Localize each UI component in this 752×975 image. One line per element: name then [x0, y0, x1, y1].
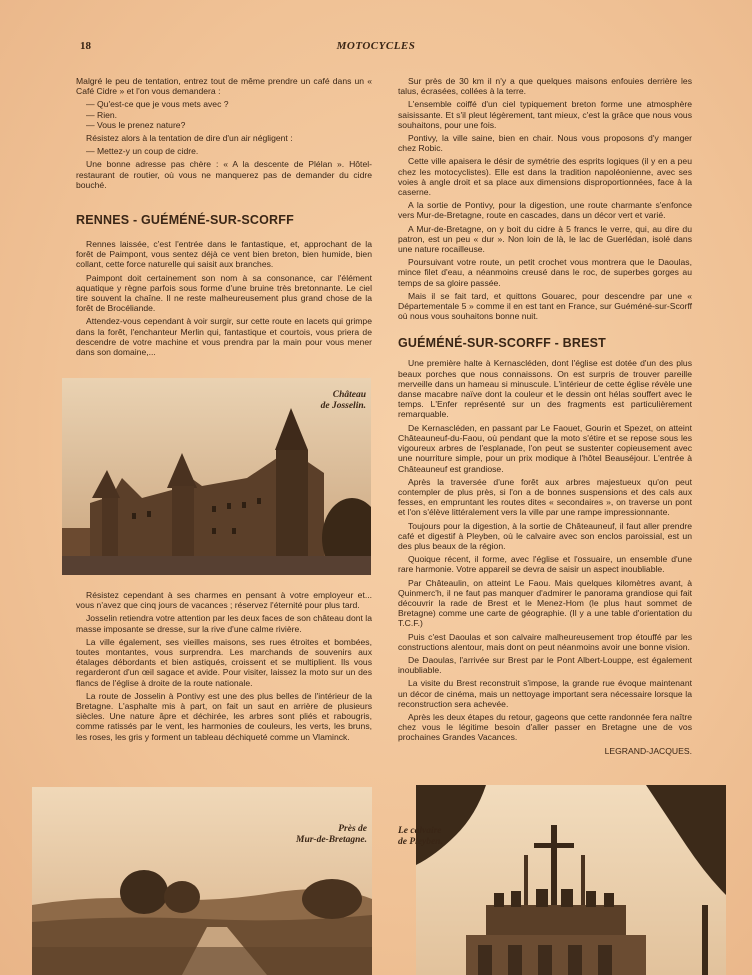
paragraph: Après les deux étapes du retour, gageons que cette randonnée fera naître chez vous le légitime besoin d'aller passer en Bretagne une de vos prochaines Grandes Vacances.: [398, 711, 692, 743]
left-column-bottom: [76, 590, 372, 745]
left-column-top: [76, 76, 372, 360]
right-column: [398, 76, 692, 756]
landscape-photo-caption: Près de Mur-de-Bretagne.: [296, 824, 367, 845]
paragraph: A Mur-de-Bretagne, on y boit du cidre à 5 francs le verre, qui, au dire du patron, est un peu « dur ». Non loin de là, le lac de Guerlédan, isolé dans une nature rocailleuse.: [398, 223, 692, 255]
calvary-photo-caption: Le calvaire de Pleyben.: [398, 826, 443, 847]
paragraph: La visite du Brest reconstruit s'impose, la grande rue évoque maintenant un décor de cinéma, mais un nettoyage important sera nécessaire lorsque la reconstruction sera achevée.: [398, 678, 692, 709]
calvary-photo: [416, 785, 726, 975]
paragraph: Par Châteaulin, on atteint Le Faou. Mais quelques kilomètres avant, à Quinmerc'h, il ne faut pas manquer d'admirer le panorama grandiose qui fait découvrir la rade de Brest et le Menez-Hom (le plus haut sommet de Bretagne) comme une carte de géographie. (Il y a une table d'orientation du T.C.F.): [398, 577, 692, 629]
paragraph: L'ensemble coiffé d'un ciel typiquement breton forme une atmosphère saisissante. Et s'il pleut légèrement, tant mieux, c'est la grâce que nous vous souhaitons, pour une fois.: [398, 99, 692, 130]
paragraph: La route de Josselin à Pontivy est une des plus belles de l'intérieur de la Bretagne. L'asphalte mis à part, on fait un saut en arrière de plusieurs siècles. Une nature âpre et déchirée, les arbres sont pliés et rabougris, comme ratissés par le vent, les harmonies de couleurs, les verts, les bruns, les roses, les gris y forment un tableau déchiqueté comme un Vlaminck.: [76, 690, 372, 742]
paragraph: Puis c'est Daoulas et son calvaire malheureusement trop étouffé par les constructions alentour, mais dont on peut néanmoins avoir une bonne vision.: [398, 631, 692, 652]
paragraph: Paimpont doit certainement son nom à sa consonance, car l'élément aquatique y règne parfois sous forme d'une bruine très bretonnante. Le ciel tire souvent la chaîne. Il ne reste malheureusement plus grand chose de la forêt de Brocéliande.: [76, 272, 372, 314]
dialogue-line: — Rien.: [86, 109, 118, 120]
section-heading: RENNES - GUÉMÉNÉ-SUR-SCORFF: [76, 213, 294, 228]
paragraph: Josselin retiendra votre attention par les deux faces de son château dont la masse imposante se dresse, sur la rive d'une calme rivière.: [76, 613, 372, 634]
paragraph: La ville également, ses vieilles maisons, ses rues étroites et bombées, toutes montantes, vous surprendra. Les marchands de souvenirs aux étalages débordants et bien astiqués, croissent et se multiplient. Ils vous regarderont d'un œil sagace et avide. Pour visiter, laissez la moto sur un des flancs de l'église à droite de la route nationale.: [76, 636, 372, 688]
chateau-photo-caption: Château de Josselin.: [320, 390, 366, 411]
paragraph: Pontivy, la ville saine, bien en chair. Nous vous proposons d'y manger chez Robic.: [398, 133, 692, 154]
paragraph: A la sortie de Pontivy, pour la digestion, une route charmante s'enfonce vers Mur-de-Bretagne, route en cascades, dans un décor vert et varié.: [398, 200, 692, 221]
paragraph: Résistez cependant à ses charmes en pensant à votre employeur et... vous n'avez que cinq jours de vacances ; réservez l'éternité pour plus tard.: [76, 590, 372, 611]
running-title: MOTOCYCLES: [336, 40, 416, 52]
paragraph: Mais il se fait tard, et quittons Gouarec, pour descendre par une « Départementale 5 » comme il en est tant en France, sur Guéméné-sur-Scorff où nous vous souhaitons bonne nuit.: [398, 290, 692, 322]
paragraph: Une première halte à Kernascléden, dont l'église est dotée d'un des plus beaux porches que nous connaissons. On est surpris de trouver pareille merveille dans un hameau si minuscule. L'intérieur de cette église révèle une danse macabre naïve dont la couleur et le dessin ont hélas souffert avec le temps. L'Enfer représenté sur un des fragments est particulièrement remarquable.: [398, 358, 692, 420]
paragraph: De Kernascléden, en passant par Le Faouet, Gourin et Spezet, on atteint Châteauneuf-du-Faou, où pendant que la moto s'étire et se repose sous les vigoureux arbres de l'esplanade, l'on peut se sustenter copieusement avec une nourriture simple, pour un prix modique à l'hôtel Beauséjour. L'entrée à Châteauneuf est grandiose.: [398, 422, 692, 474]
paragraph: Poursuivant votre route, un petit crochet vous montrera que le Daoulas, mince filet d'eau, a néanmoins creusé dans le roc, de superbes gorges au temps de sa gloire passée.: [398, 257, 692, 288]
dialogue-line: — Mettez-y un coup de cidre.: [86, 146, 199, 157]
landscape-photo: [32, 787, 372, 975]
paragraph: Attendez-vous cependant à voir surgir, sur cette route en lacets qui grimpe dans la forêt, l'enchanteur Merlin qui, fantastique et courtois, vous priera de descendre de votre machine et vous prendra par la main pour vous mener dans son domaine,...: [76, 316, 372, 358]
section-heading: GUÉMÉNÉ-SUR-SCORFF - BREST: [398, 336, 606, 351]
calvary-illustration: [416, 785, 726, 975]
landscape-illustration: [32, 787, 372, 975]
paragraph: Toujours pour la digestion, à la sortie de Châteauneuf, il faut aller prendre café et digestif à Pleyben, où le calvaire avec son enclos paroissial, est un des plus beaux de la région.: [398, 520, 692, 551]
paragraph: Cette ville apaisera le désir de symétrie des esprits logiques (il y en a peu chez les motocyclistes). Elle est dans la tradition napoléonienne, avec ses voies à angle droit et sa place aux dimensions disproportionnées, face à la caserne.: [398, 156, 692, 198]
author-signature: LEGRAND-JACQUES.: [604, 745, 692, 756]
paragraph: De Daoulas, l'arrivée sur Brest par le Pont Albert-Louppe, est également inoubliable.: [398, 654, 692, 676]
paragraph: Quoique récent, il forme, avec l'église et l'ossuaire, un ensemble d'une rare harmonie. Votre appareil se devra de saisir un aspect inoubliable.: [398, 554, 692, 575]
paragraph: Résistez alors à la tentation de dire d'un air négligent :: [86, 133, 293, 144]
dialogue-line: — Qu'est-ce que je vous mets avec ?: [86, 99, 229, 110]
paragraph: Après la traversée d'une forêt aux arbres majestueux qu'on peut contempler de plus près, si l'on a de bonnes suspensions et des cals aux fesses, en empruntant les routes dites « secondaires », on traverse un pont et l'on s'élève littéralement vers la ville par une rampe impressionnante.: [398, 476, 692, 518]
dialogue-line: — Vous le prenez nature?: [86, 119, 186, 130]
page-number: 18: [80, 40, 91, 52]
paragraph: Rennes laissée, c'est l'entrée dans le fantastique, et, approchant de la forêt de Paimpont, vous sentez déjà ce vent bien breton, bien humide, bien collant, cette force naturelle qui saisit aux branches.: [76, 239, 372, 270]
paragraph: Sur près de 30 km il n'y a que quelques maisons enfouies derrière les talus, écrasées, collées à la terre.: [398, 76, 692, 97]
paragraph: Une bonne adresse pas chère : « A la descente de Plélan ». Hôtel-restaurant de routier, où vous ne manquerez pas de demander du cidre bouché.: [76, 159, 372, 190]
paragraph: Malgré le peu de tentation, entrez tout de même prendre un café dans un « Café Cidre » et l'on vous demandera :: [76, 76, 372, 97]
